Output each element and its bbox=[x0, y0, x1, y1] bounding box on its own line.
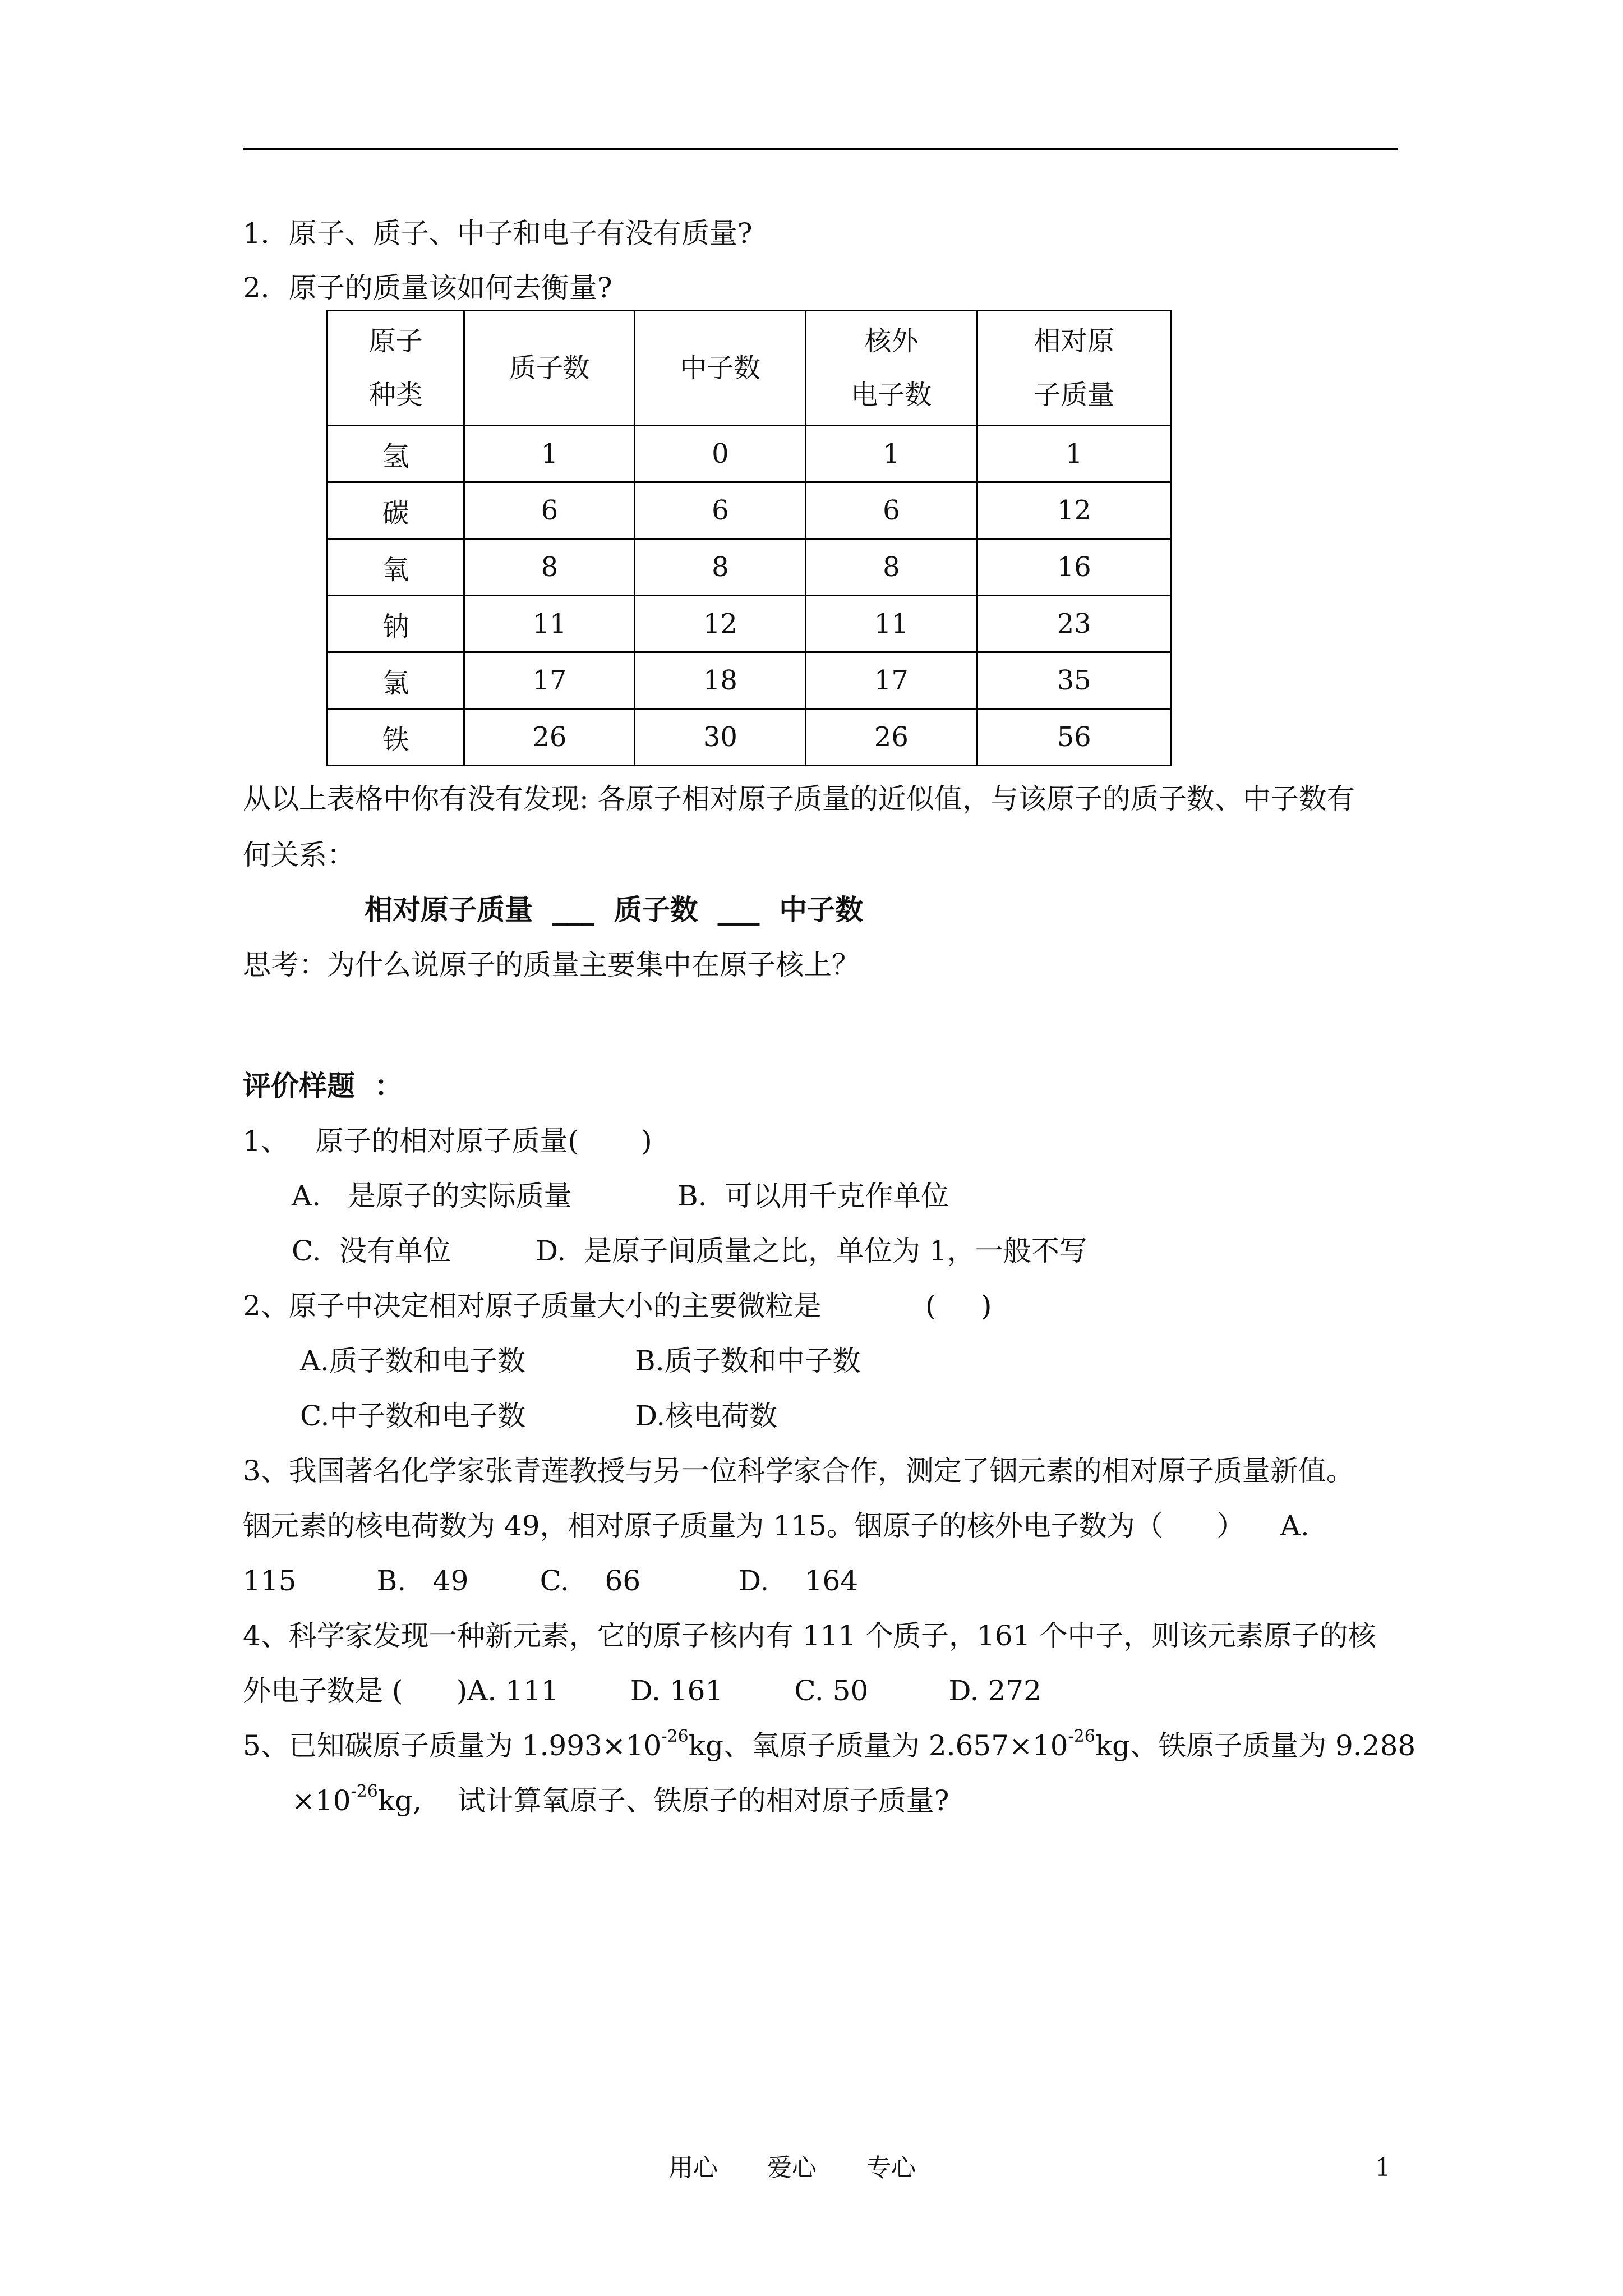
cell-electrons: 26 bbox=[806, 709, 977, 766]
exercise-2-option-d: D.核电荷数 bbox=[635, 1400, 778, 1432]
cell-protons: 1 bbox=[464, 426, 635, 482]
exercise-1-option-a: A. 是原子的实际质量 bbox=[292, 1180, 572, 1212]
exercise-1-option-c: C. 没有单位 bbox=[292, 1235, 451, 1267]
discovery-line-1: 从以上表格中你有没有发现: 各原子相对原子质量的近似值，与该原子的质子数、中子数有 bbox=[243, 783, 1355, 815]
think-question: 思考：为什么说原子的质量主要集中在原子核上？ bbox=[243, 949, 860, 981]
footer-middle-text: 爱心 bbox=[767, 2154, 817, 2182]
cell-relative-mass: 35 bbox=[977, 652, 1172, 709]
table-row bbox=[328, 539, 1172, 596]
discovery-line-2: 何关系： bbox=[243, 839, 355, 871]
question-2: 2．原子的质量该如何去衡量? bbox=[243, 272, 612, 304]
table-row bbox=[328, 596, 1172, 652]
table-row bbox=[328, 426, 1172, 482]
cell-neutrons: 8 bbox=[635, 539, 806, 596]
exercise-5-line-2: $\times 10^{-26}kg$, 试计算氧原子、铁原子的相对原子质量? bbox=[292, 1782, 949, 1817]
exercise-4-line-2: 外电子数是 ( )A. 111 D. 161 C. 50 D. 272 bbox=[243, 1674, 1041, 1707]
cell-element: 碳 bbox=[328, 482, 464, 539]
cell-neutrons: 0 bbox=[635, 426, 806, 482]
cell-protons: 8 bbox=[464, 539, 635, 596]
cell-electrons: 6 bbox=[806, 482, 977, 539]
exercise-1-stem: 1、 原子的相对原子质量( ) bbox=[243, 1125, 652, 1157]
exercise-2-stem: 2、原子中决定相对原子质量大小的主要微粒是 bbox=[243, 1290, 822, 1322]
cell-element: 氢 bbox=[328, 426, 464, 482]
header-atom-type: 原子 种类 bbox=[328, 311, 464, 426]
cell-neutrons: 30 bbox=[635, 709, 806, 766]
exercise-4-line-1: 4、科学家发现一种新元素，它的原子核内有 111 个质子，161 个中子，则该元素原子的核 bbox=[243, 1619, 1376, 1652]
table-header-row bbox=[328, 311, 1172, 426]
exponent: -26 bbox=[351, 1782, 378, 1801]
header-neutrons: 中子数 bbox=[635, 311, 806, 426]
cell-neutrons: 6 bbox=[635, 482, 806, 539]
exercise-2-answer-paren: ( ) bbox=[925, 1290, 992, 1322]
footer-left-text: 用心 bbox=[668, 2154, 718, 2182]
footer-right-text: 专心 bbox=[866, 2154, 916, 2182]
table-row bbox=[328, 709, 1172, 766]
relation-formula: 相对原子质量 ___ 质子数 ___ 中子数 bbox=[365, 893, 864, 926]
exercise-3-line-2: 铟元素的核电荷数为 49，相对原子质量为 115。铟原子的核外电子数为（ ） A. bbox=[243, 1510, 1310, 1542]
exercise-3-options: 115 B. 49 C. 66 D. 164 bbox=[243, 1565, 859, 1597]
cell-element: 氯 bbox=[328, 652, 464, 709]
header-protons: 质子数 bbox=[464, 311, 635, 426]
cell-neutrons: 18 bbox=[635, 652, 806, 709]
cell-relative-mass: 16 bbox=[977, 539, 1172, 596]
cell-protons: 26 bbox=[464, 709, 635, 766]
question-1: 1．原子、质子、中子和电子有没有质量? bbox=[243, 217, 753, 250]
cell-protons: 11 bbox=[464, 596, 635, 652]
cell-electrons: 1 bbox=[806, 426, 977, 482]
exercise-2-option-a: A.质子数和电子数 bbox=[300, 1345, 526, 1377]
exponent: -26 bbox=[661, 1727, 689, 1746]
exercise-1-option-d: D. 是原子间质量之比，单位为 1，一般不写 bbox=[536, 1235, 1087, 1267]
cell-relative-mass: 56 bbox=[977, 709, 1172, 766]
cell-electrons: 17 bbox=[806, 652, 977, 709]
cell-element: 钠 bbox=[328, 596, 464, 652]
cell-electrons: 11 bbox=[806, 596, 977, 652]
table-row bbox=[328, 482, 1172, 539]
exercise-3-line-1: 3、我国著名化学家张青莲教授与另一位科学家合作，测定了铟元素的相对原子质量新值。 bbox=[243, 1455, 1354, 1487]
cell-protons: 6 bbox=[464, 482, 635, 539]
header-rule bbox=[243, 148, 1398, 150]
exercises-heading: 评价样题 ： bbox=[243, 1069, 403, 1102]
exercise-2-option-b: B.质子数和中子数 bbox=[635, 1345, 861, 1377]
header-relative-mass: 相对原 子质量 bbox=[977, 311, 1172, 426]
cell-relative-mass: 1 bbox=[977, 426, 1172, 482]
cell-electrons: 8 bbox=[806, 539, 977, 596]
page-number: 1 bbox=[1375, 2154, 1391, 2182]
exercise-5-line-1: 5、已知碳原子质量为 $1.993\times 10^{-26}kg$、氧原子质量为 $2.657\times 10^{-26}kg$、铁原子质量为 9.288 bbox=[243, 1727, 1416, 1762]
cell-protons: 17 bbox=[464, 652, 635, 709]
cell-relative-mass: 12 bbox=[977, 482, 1172, 539]
header-electrons: 核外 电子数 bbox=[806, 311, 977, 426]
exercise-2-option-c: C.中子数和电子数 bbox=[300, 1400, 526, 1432]
table-row bbox=[328, 652, 1172, 709]
exercise-1-option-b: B. 可以用千克作单位 bbox=[677, 1180, 949, 1212]
atom-table bbox=[326, 310, 1172, 766]
cell-relative-mass: 23 bbox=[977, 596, 1172, 652]
cell-neutrons: 12 bbox=[635, 596, 806, 652]
exponent: -26 bbox=[1068, 1727, 1095, 1746]
cell-element: 氧 bbox=[328, 539, 464, 596]
cell-element: 铁 bbox=[328, 709, 464, 766]
